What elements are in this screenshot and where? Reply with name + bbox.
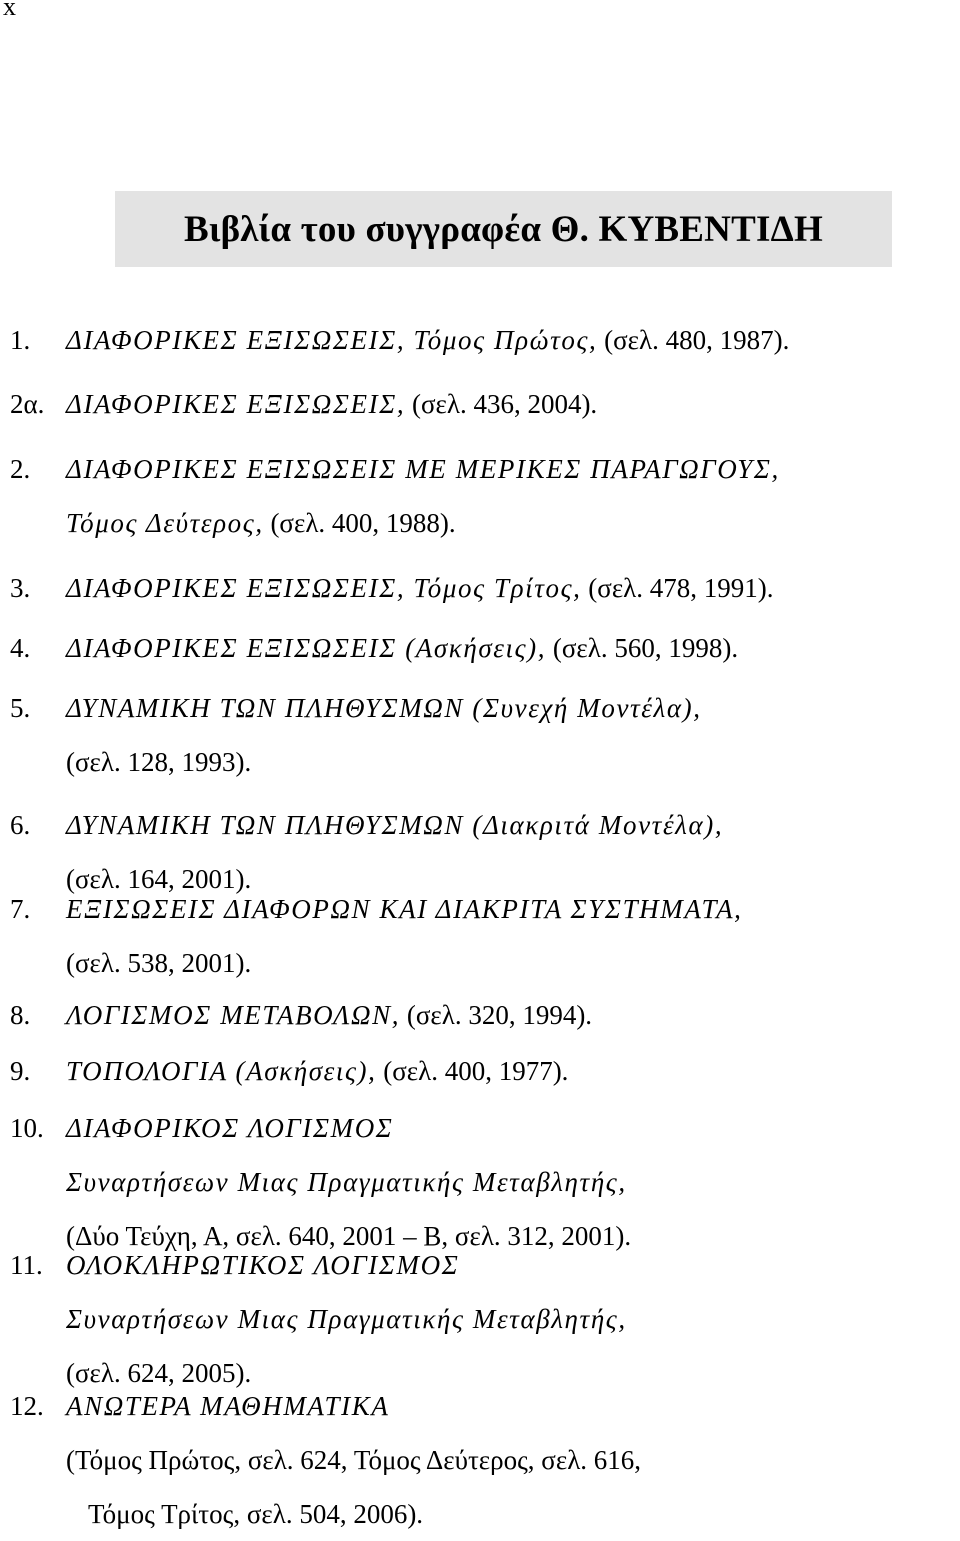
book-number: 2.	[10, 454, 31, 484]
book-line	[66, 1292, 627, 1346]
book-line	[66, 1433, 641, 1487]
book-subtitle: Συναρτήσεων Μιας Πραγματικής Μεταβλητής,	[66, 1167, 627, 1197]
book-details: (σελ. 320, 1994).	[406, 1000, 593, 1030]
book-title: ΑΝΩΤΕΡΑ ΜΑΘΗΜΑΤΙΚΑ	[66, 1391, 390, 1421]
book-number: 10.	[10, 1113, 44, 1143]
book-number: 11.	[10, 1250, 43, 1280]
book-line	[66, 1238, 459, 1292]
book-number: 4.	[10, 633, 31, 663]
book-details: (σελ. 480, 1987).	[604, 325, 790, 355]
book-title: ΔΙΑΦΟΡΙΚΕΣ ΕΞΙΣΩΣΕΙΣ, Τόμος Πρώτος,	[66, 325, 598, 355]
page-title: Βιβλία του συγγραφέα Θ. ΚΥΒΕΝΤΙΔΗ	[184, 208, 823, 250]
book-number: 5.	[10, 693, 31, 723]
book-details: (σελ. 400, 1988).	[270, 508, 456, 538]
book-details: (σελ. 478, 1991).	[588, 573, 774, 603]
book-line	[66, 561, 774, 615]
book-line	[66, 1379, 389, 1433]
book-title: ΤΟΠΟΛΟΓΙΑ (Ασκήσεις),	[66, 1056, 377, 1086]
book-number: 7.	[10, 894, 31, 924]
book-number: 6.	[10, 810, 31, 840]
book-line	[66, 313, 789, 367]
book-title: ΕΞΙΣΩΣΕΙΣ ΔΙΑΦΟΡΩΝ ΚΑΙ ΔΙΑΚΡΙΤΑ ΣΥΣΤΗΜΑΤΑ,	[66, 894, 743, 924]
book-line	[66, 735, 251, 789]
book-title: ΔΥΝΑΜΙΚΗ ΤΩΝ ΠΛΗΘΥΣΜΩΝ (Συνεχή Μοντέλα),	[66, 693, 702, 723]
book-line	[66, 798, 723, 852]
book-details: (σελ. 128, 1993).	[66, 747, 252, 777]
book-number: 3.	[10, 573, 31, 603]
book-number: 1.	[10, 325, 31, 355]
book-line	[66, 442, 780, 496]
book-line	[66, 1101, 393, 1155]
book-number: 9.	[10, 1056, 31, 1086]
book-title: ΟΛΟΚΛΗΡΩΤΙΚΟΣ ΛΟΓΙΣΜΟΣ	[66, 1250, 460, 1280]
book-subtitle: Τόμος Δεύτερος,	[66, 508, 264, 538]
book-line	[66, 1044, 568, 1098]
book-details: (σελ. 538, 2001).	[66, 948, 252, 978]
book-line	[66, 936, 251, 990]
book-details: (Δύο Τεύχη, Α, σελ. 640, 2001 – Β, σελ. 312, 2001).	[66, 1221, 632, 1251]
book-title: ΛΟΓΙΣΜΟΣ ΜΕΤΑΒΟΛΩΝ,	[66, 1000, 401, 1030]
book-title: ΔΙΑΦΟΡΙΚΕΣ ΕΞΙΣΩΣΕΙΣ, Τόμος Τρίτος,	[66, 573, 582, 603]
book-title: ΔΥΝΑΜΙΚΗ ΤΩΝ ΠΛΗΘΥΣΜΩΝ (Διακριτά Μοντέλα),	[66, 810, 724, 840]
book-details: (σελ. 164, 2001).	[66, 864, 252, 894]
book-details: Τόμος Τρίτος, σελ. 504, 2006).	[88, 1499, 424, 1529]
book-details: (Τόμος Πρώτος, σελ. 624, Τόμος Δεύτερος, σελ. 616,	[66, 1445, 642, 1475]
book-line	[66, 621, 738, 675]
book-line	[66, 681, 702, 735]
book-details: (σελ. 436, 2004).	[411, 389, 598, 419]
book-number: 12.	[10, 1391, 44, 1421]
book-line	[66, 988, 592, 1042]
book-line	[66, 882, 743, 936]
corner-mark: x	[3, 0, 16, 21]
book-details: (σελ. 400, 1977).	[383, 1056, 569, 1086]
book-title: ΔΙΑΦΟΡΙΚΕΣ ΕΞΙΣΩΣΕΙΣ,	[66, 389, 406, 419]
book-number: 8.	[10, 1000, 31, 1030]
book-line	[66, 496, 456, 550]
book-line	[66, 377, 597, 431]
book-subtitle: Συναρτήσεων Μιας Πραγματικής Μεταβλητής,	[66, 1304, 627, 1334]
book-line	[66, 1155, 627, 1209]
book-title: ΔΙΑΦΟΡΙΚΕΣ ΕΞΙΣΩΣΕΙΣ ΜΕ ΜΕΡΙΚΕΣ ΠΑΡΑΓΩΓΟΥΣ,	[66, 454, 780, 484]
book-details: (σελ. 624, 2005).	[66, 1358, 252, 1388]
book-details: (σελ. 560, 1998).	[552, 633, 739, 663]
book-number: 2α.	[10, 389, 45, 419]
book-title: ΔΙΑΦΟΡΙΚΕΣ ΕΞΙΣΩΣΕΙΣ (Ασκήσεις),	[66, 633, 547, 663]
book-title: ΔΙΑΦΟΡΙΚΟΣ ΛΟΓΙΣΜΟΣ	[66, 1113, 394, 1143]
book-line	[88, 1487, 423, 1541]
